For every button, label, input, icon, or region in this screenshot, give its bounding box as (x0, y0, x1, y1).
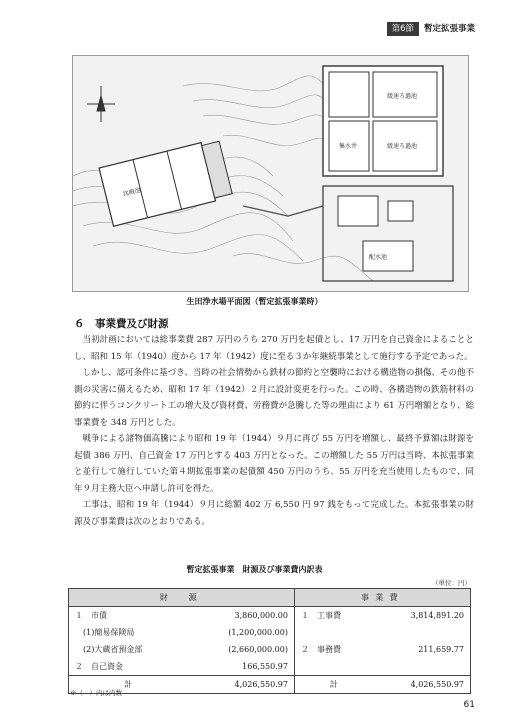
total-row (69, 676, 471, 694)
filter-label-2: 緩速ろ過池 (387, 143, 418, 150)
body-text (74, 332, 474, 530)
figure-caption: 生田浄水場平面図（暫定拡張事業時） (186, 297, 323, 306)
plant-plan-figure (72, 55, 469, 292)
funding-label: １ 市債 (69, 607, 188, 625)
total-amount-funding: 4,026,550.97 (187, 676, 294, 694)
funding-amount: (2,660,000.00) (187, 641, 294, 658)
total-amount-cost: 4,026,550.97 (372, 676, 470, 694)
section-title: ６ 事業費及び財源 (74, 318, 169, 330)
paragraph: 戦争による諸物価高騰により昭和 19 年（1944）９月に再び 55 万円を増額し、最終予算額は財源を起債 386 万円、自己資金 17 万円とする 403 万円となった。この増額した 55 万円は当時、本拡張事業と並行して施行していた第４期拡張事業の起債額 450 万円のうち、55 万円を充当使用したもので、同年９月主務大臣へ申請し許可を得た。 (74, 434, 474, 494)
cost-amount (372, 624, 470, 641)
funding-amount: (1,200,000.00) (187, 624, 294, 641)
total-label-funding: 計 (69, 676, 188, 694)
table-title: 暫定拡張事業 財源及び事業費内訳表 (186, 565, 323, 574)
filter-label-1: 緩速ろ過池 (387, 93, 418, 100)
header-cost: 事業費 (294, 589, 470, 607)
funding-label: ２ 自己資金 (69, 658, 188, 676)
funding-amount: 166,550.97 (187, 658, 294, 676)
table-row (69, 641, 471, 658)
paragraph: 当初計画においては総事業費 287 万円のうち 270 万円を起債とし、17 万円を自己資金によることとし、昭和 15 年（1940）度から 17 年（1942）度に至る３か年継続事業として施行する予定であった。 (74, 335, 474, 362)
distribution-label: 配水池 (369, 254, 388, 261)
cost-amount: 3,814,891.20 (372, 607, 470, 625)
section-number: 第6節 (387, 22, 419, 36)
paragraph: しかし、認可条件に基づき、当時の社会情勢から鉄材の節約と空襲時における構造物の損傷、その他不測の災害に備えるため、昭和 17 年（1942）２月に設計変更を行った。この時、各構造物の鉄筋材料の節約に伴うコンクリート工の増大及び資材費、労務費が急騰した等の理由により 61 万円増額となり、総事業費を 348 万円とした。 (74, 368, 474, 428)
plan-drawing (73, 56, 468, 291)
section-name: 暫定拡張事業 (423, 24, 475, 34)
table-row (69, 624, 471, 641)
cost-label: ２ 事務費 (294, 641, 372, 658)
unit-note: （単位：円） (432, 579, 471, 587)
cost-amount: 211,659.77 (372, 641, 470, 658)
funding-label: (2)大蔵省預金部 (69, 641, 188, 658)
cost-label: １ 工事費 (294, 607, 372, 625)
table-header-row (69, 589, 471, 607)
funding-label: (1)簡易保険局 (69, 624, 188, 641)
cost-label (294, 658, 372, 676)
funding-amount: 3,860,000.00 (187, 607, 294, 625)
cost-label (294, 624, 372, 641)
table-row (69, 658, 471, 676)
total-label-cost: 計 (294, 676, 372, 694)
page-number: 61 (463, 700, 475, 710)
finance-table (68, 588, 471, 694)
header-funding: 財 源 (69, 589, 295, 607)
table-row (69, 607, 471, 625)
table-footnote: ※（ ）内は内数 (70, 689, 122, 697)
paragraph: 工事は、昭和 19 年（1944）９月に総額 402 万 6,550 円 97 銭をもって完成した。本拡張事業の財源及び事業費は次のとおりである。 (74, 500, 474, 527)
cost-amount (372, 658, 470, 676)
sedimentation-label: 沈殿池 (122, 186, 142, 198)
well-label: 集水井 (339, 143, 358, 150)
section-header (387, 22, 475, 36)
